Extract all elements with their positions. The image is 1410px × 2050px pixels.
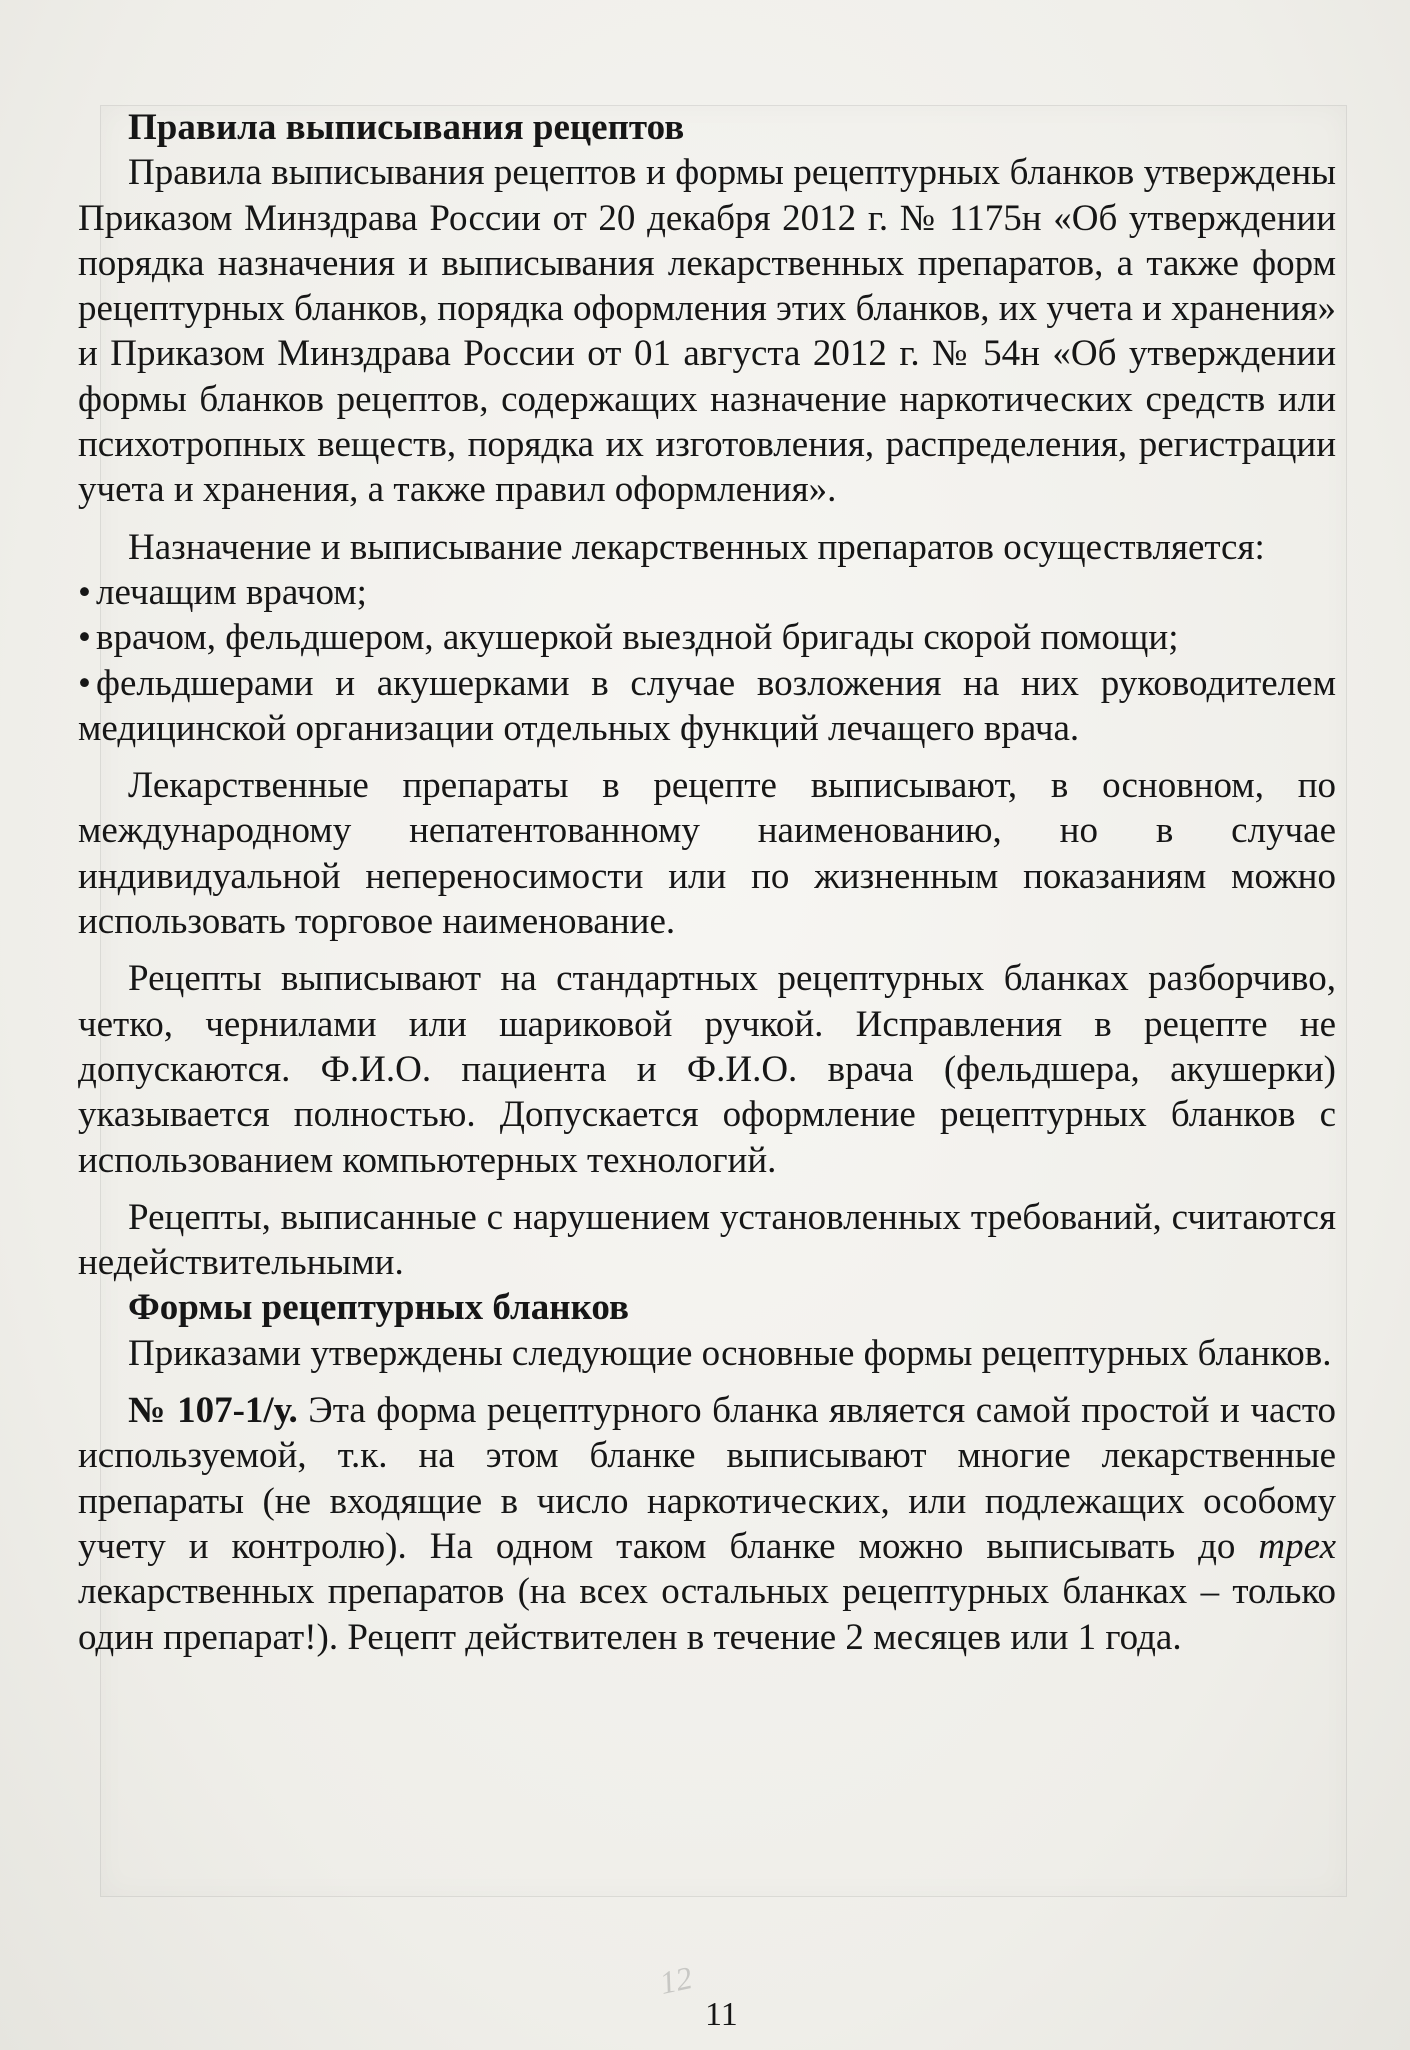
- paragraph-invalid-prescriptions: Рецепты, выписанные с нарушением установленных требований, считаются недействительными.: [78, 1196, 1336, 1284]
- list-item: [78, 661, 1336, 752]
- paragraph-rules-intro: Правила выписывания рецептов и формы рецептурных бланков утверждены Приказом Минздрава России от 20 декабря 2012 г. № 1175н «Об утверждении порядка назначения и выписывания лекарственных препаратов, а также форм рецептурных бланков, порядка оформления этих бланков, их учета и хранения» и Приказом Минздрава России от 01 августа 2012 г. № 54н «Об утверждении формы бланков рецептов, содержащих назначение наркотических средств или психотропных веществ, порядка их изготовления, распределения, регистрации учета и хранения, а также правил оформления».: [78, 152, 1336, 511]
- section-heading-forms: Формы рецептурных бланков: [128, 1287, 629, 1329]
- list-item-text: врачом, фельдшером, акушеркой выездной бригады скорой помощи;: [96, 617, 1179, 659]
- form-number-label: № 107-1/у.: [128, 1390, 298, 1432]
- paragraph-form-107: [78, 1388, 1336, 1660]
- section-heading-rules: Правила выписывания рецептов: [128, 107, 685, 148]
- bullet-icon: •: [78, 662, 91, 704]
- pencil-mark: 12: [656, 1959, 696, 2001]
- prescriber-list: [78, 570, 1336, 751]
- paragraph-writing-rules: Рецепты выписывают на стандартных рецептурных бланках разборчиво, четко, чернилами или шариковой ручкой. Исправления в рецепте не допускаются. Ф.И.О. пациента и Ф.И.О. врача (фельдшера, акушерки) указывается полностью. Допускается оформление рецептурных бланков с использованием компьютерных технологий.: [78, 958, 1336, 1181]
- page-number: 11: [705, 1996, 738, 2033]
- bullet-icon: •: [78, 617, 91, 659]
- paragraph-drug-names: Лекарственные препараты в рецепте выписывают, в основном, по международному непатентованному наименованию, но в случае индивидуальной непереносимости или по жизненным показаниям можно использовать торговое наименование.: [78, 765, 1336, 943]
- paragraph-forms-intro: Приказами утверждены следующие основные формы рецептурных бланков.: [128, 1332, 1332, 1374]
- form-description-part1: Эта форма рецептурного бланка является самой простой и часто используемой, т.к. на этом бланке выписывают многие лекарственные препараты (не входящие в число наркотических, или подлежащих особому учету и контролю). На одном таком бланке можно выписывать до: [78, 1390, 1337, 1567]
- list-item: [78, 615, 1336, 660]
- list-item-text: фельдшерами и акушерками в случае возложения на них руководителем медицинской организации отдельных функций лечащего врача.: [78, 662, 1336, 749]
- text-column: [78, 105, 1336, 1660]
- paragraph-who-prescribes: Назначение и выписывание лекарственных препаратов осуществляется:: [128, 526, 1265, 568]
- form-description-emphasis: трех: [1258, 1525, 1336, 1567]
- bullet-icon: •: [78, 571, 91, 613]
- list-item: [78, 570, 1336, 615]
- form-description-part2: лекарственных препаратов (на всех остальных рецептурных бланках – только один препарат!). Рецепт действителен в течение 2 месяцев или 1 года.: [78, 1571, 1336, 1658]
- list-item-text: лечащим врачом;: [96, 571, 367, 613]
